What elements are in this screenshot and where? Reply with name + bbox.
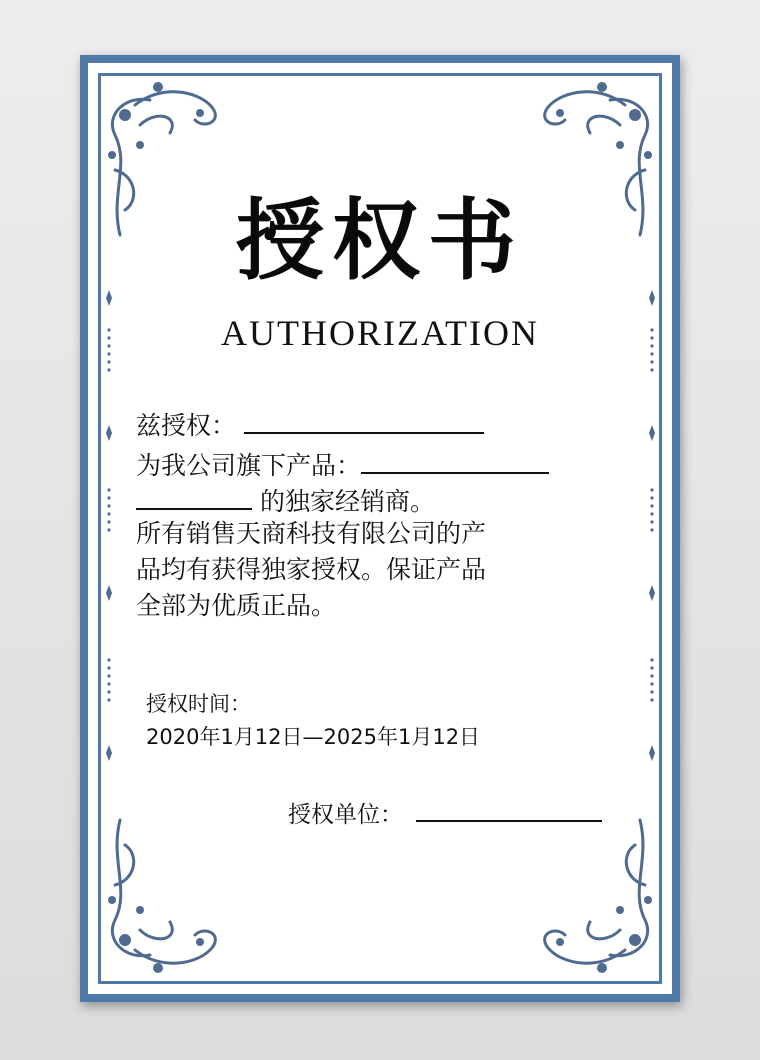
product-blank: [361, 446, 549, 474]
product-label: 为我公司旗下产品：: [136, 451, 362, 480]
certificate-subtitle: AUTHORIZATION: [221, 313, 539, 353]
authorizing-unit: [288, 796, 602, 829]
left-side-dots-icon: [103, 290, 115, 770]
statement-line-1: 所有销售天商科技有限公司的产: [136, 519, 487, 548]
bottom-right-ornament-icon: [520, 810, 660, 980]
grantee-blank: [244, 406, 484, 434]
unit-blank: [416, 796, 602, 822]
grant-line: [136, 406, 616, 444]
bottom-left-ornament-icon: [100, 810, 240, 980]
product-line: [136, 446, 616, 484]
grant-label: 兹授权：: [136, 411, 237, 440]
distributor-suffix: 的独家经销商。: [259, 487, 435, 516]
right-side-dots-icon: [646, 290, 658, 770]
statement-line-3: 全部为优质正品。: [136, 591, 337, 620]
distributor-line: [136, 482, 616, 520]
distributor-blank: [136, 482, 252, 510]
unit-label: 授权单位：: [288, 802, 403, 828]
period-label: 授权时间：: [146, 692, 251, 716]
period-value: 2020年1月12日—2025年1月12日: [146, 725, 481, 749]
statement-line-2: 品均有获得独家授权。保证产品: [136, 555, 487, 584]
certificate-title: 授权书: [235, 188, 524, 292]
authorization-period: [146, 688, 480, 754]
